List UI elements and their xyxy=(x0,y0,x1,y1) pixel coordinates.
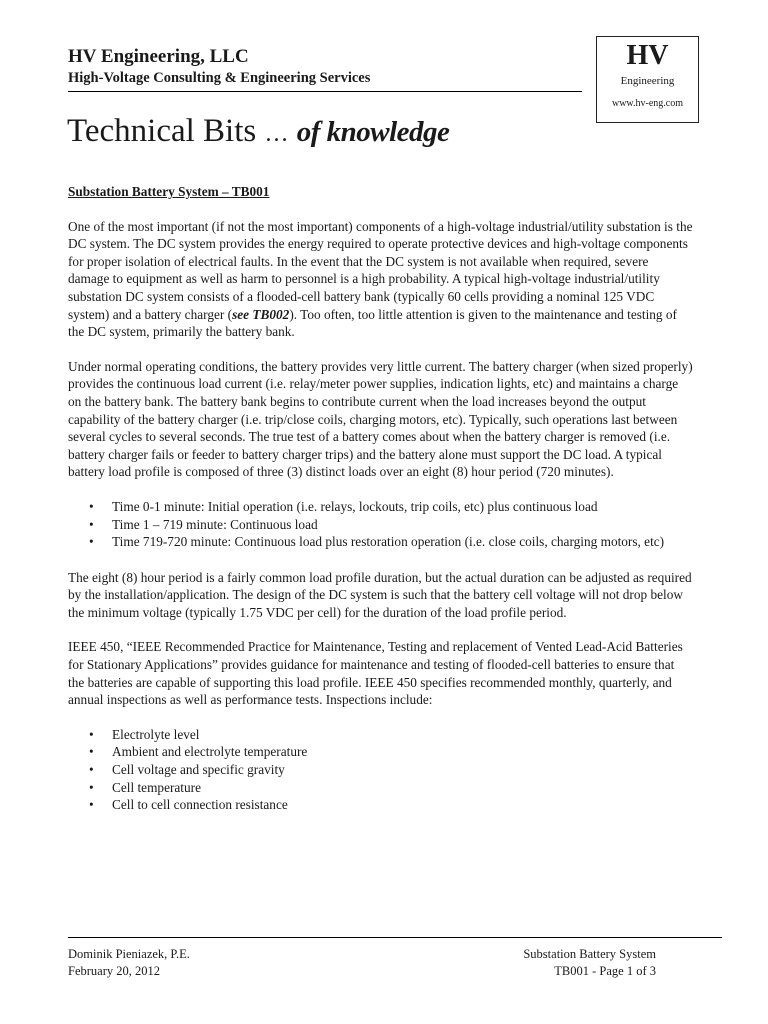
paragraph-duration: The eight (8) hour period is a fairly common load profile duration, but the actual duration can be adjusted as required by the installation/application. The design of the DC system is such that the battery cell voltage will not drop below the minimum voltage (typically 1.75 VDC per cell) for the duration of the load profile period. xyxy=(68,569,692,620)
list-item: • Cell voltage and specific gravity xyxy=(68,761,693,779)
footer-divider xyxy=(68,937,722,938)
list-item: • Cell to cell connection resistance xyxy=(68,796,693,814)
load-profile-list xyxy=(68,498,693,551)
footer-doc-title: Substation Battery System xyxy=(523,947,656,961)
paragraph-operation: Under normal operating conditions, the battery provides very little current. The battery charger (when sized properly) provides the continuous load current (i.e. relay/meter power supplies, indication lights, etc) and maintains a charge on the battery bank. The battery bank begins to contribute current when the load increases beyond the output capability of the battery charger (i.e. trip/close coils, charging motors, etc). Typically, such operations last between several cycles to several seconds. The true test of a battery comes about when the battery charger is removed (i.e. battery charger fails or feeder to battery charger trips) and the battery alone must support the DC load. A typical battery load profile is composed of three (3) distinct loads over an eight (8) hour period (720 minutes). xyxy=(68,358,693,480)
footer-page-number: TB001 - Page 1 of 3 xyxy=(554,964,656,978)
footer-left xyxy=(68,946,190,980)
section-heading: Substation Battery System – TB001 xyxy=(68,184,270,199)
cross-reference: see TB002 xyxy=(232,306,290,322)
company-tagline: High-Voltage Consulting & Engineering Services xyxy=(68,70,371,86)
company-logo xyxy=(596,36,699,123)
footer-date: February 20, 2012 xyxy=(68,964,160,978)
paragraph-intro xyxy=(68,218,693,341)
footer-right xyxy=(512,946,656,980)
page-title-main: Technical Bits xyxy=(67,113,257,149)
logo-mark: HV xyxy=(626,40,669,71)
list-item: • Ambient and electrolyte temperature xyxy=(68,743,693,761)
company-name: HV Engineering, LLC xyxy=(68,46,249,67)
document-body xyxy=(68,183,693,832)
page-title-sub: of knowledge xyxy=(296,116,450,148)
inspection-list xyxy=(68,726,693,814)
list-item: • Time 0-1 minute: Initial operation (i.e. relays, lockouts, trip coils, etc) plus continuous load xyxy=(68,498,693,516)
paragraph-ieee: IEEE 450, “IEEE Recommended Practice for Maintenance, Testing and replacement of Vented Lead-Acid Batteries for Stationary Applications” provides guidance for maintenance and testing of flooded-cell batteries to ensure that the batteries are capable of supporting this load profile. IEEE 450 specifies recommended monthly, quarterly, and annual inspections as well as performance tests. Inspections include: xyxy=(68,639,683,708)
page-title-ellipsis: … xyxy=(264,121,289,147)
paragraph-intro-text: One of the most important (if not the most important) components of a high-voltage industrial/utility substation is the DC system. The DC system provides the energy required to operate protective devices and high-voltage components for proper isolation of electrical faults. In the event that the DC system is not available when required, severe damage to equipment as well as harm to personnel is a high probability. A typical high-voltage industrial/utility substation DC system consists of a flooded-cell battery bank (typically 60 cells providing a nominal 125 VDC system) and a battery charger ( xyxy=(68,218,693,322)
logo-url: www.hv-eng.com xyxy=(611,98,683,109)
list-item: • Time 1 – 719 minute: Continuous load xyxy=(68,516,693,534)
paragraph-intro-text-end: ). Too often, too little attention is given to the maintenance and testing of the DC system, primarily the battery bank. xyxy=(68,306,677,340)
list-item: • Time 719-720 minute: Continuous load plus restoration operation (i.e. close coils, charging motors, etc) xyxy=(68,533,693,551)
page-title xyxy=(67,110,449,155)
logo-subtitle: Engineering xyxy=(620,75,675,87)
header-divider xyxy=(68,91,582,92)
list-item: • Electrolyte level xyxy=(68,726,693,744)
list-item: • Cell temperature xyxy=(68,779,693,797)
footer-author: Dominik Pieniazek, P.E. xyxy=(68,947,190,961)
